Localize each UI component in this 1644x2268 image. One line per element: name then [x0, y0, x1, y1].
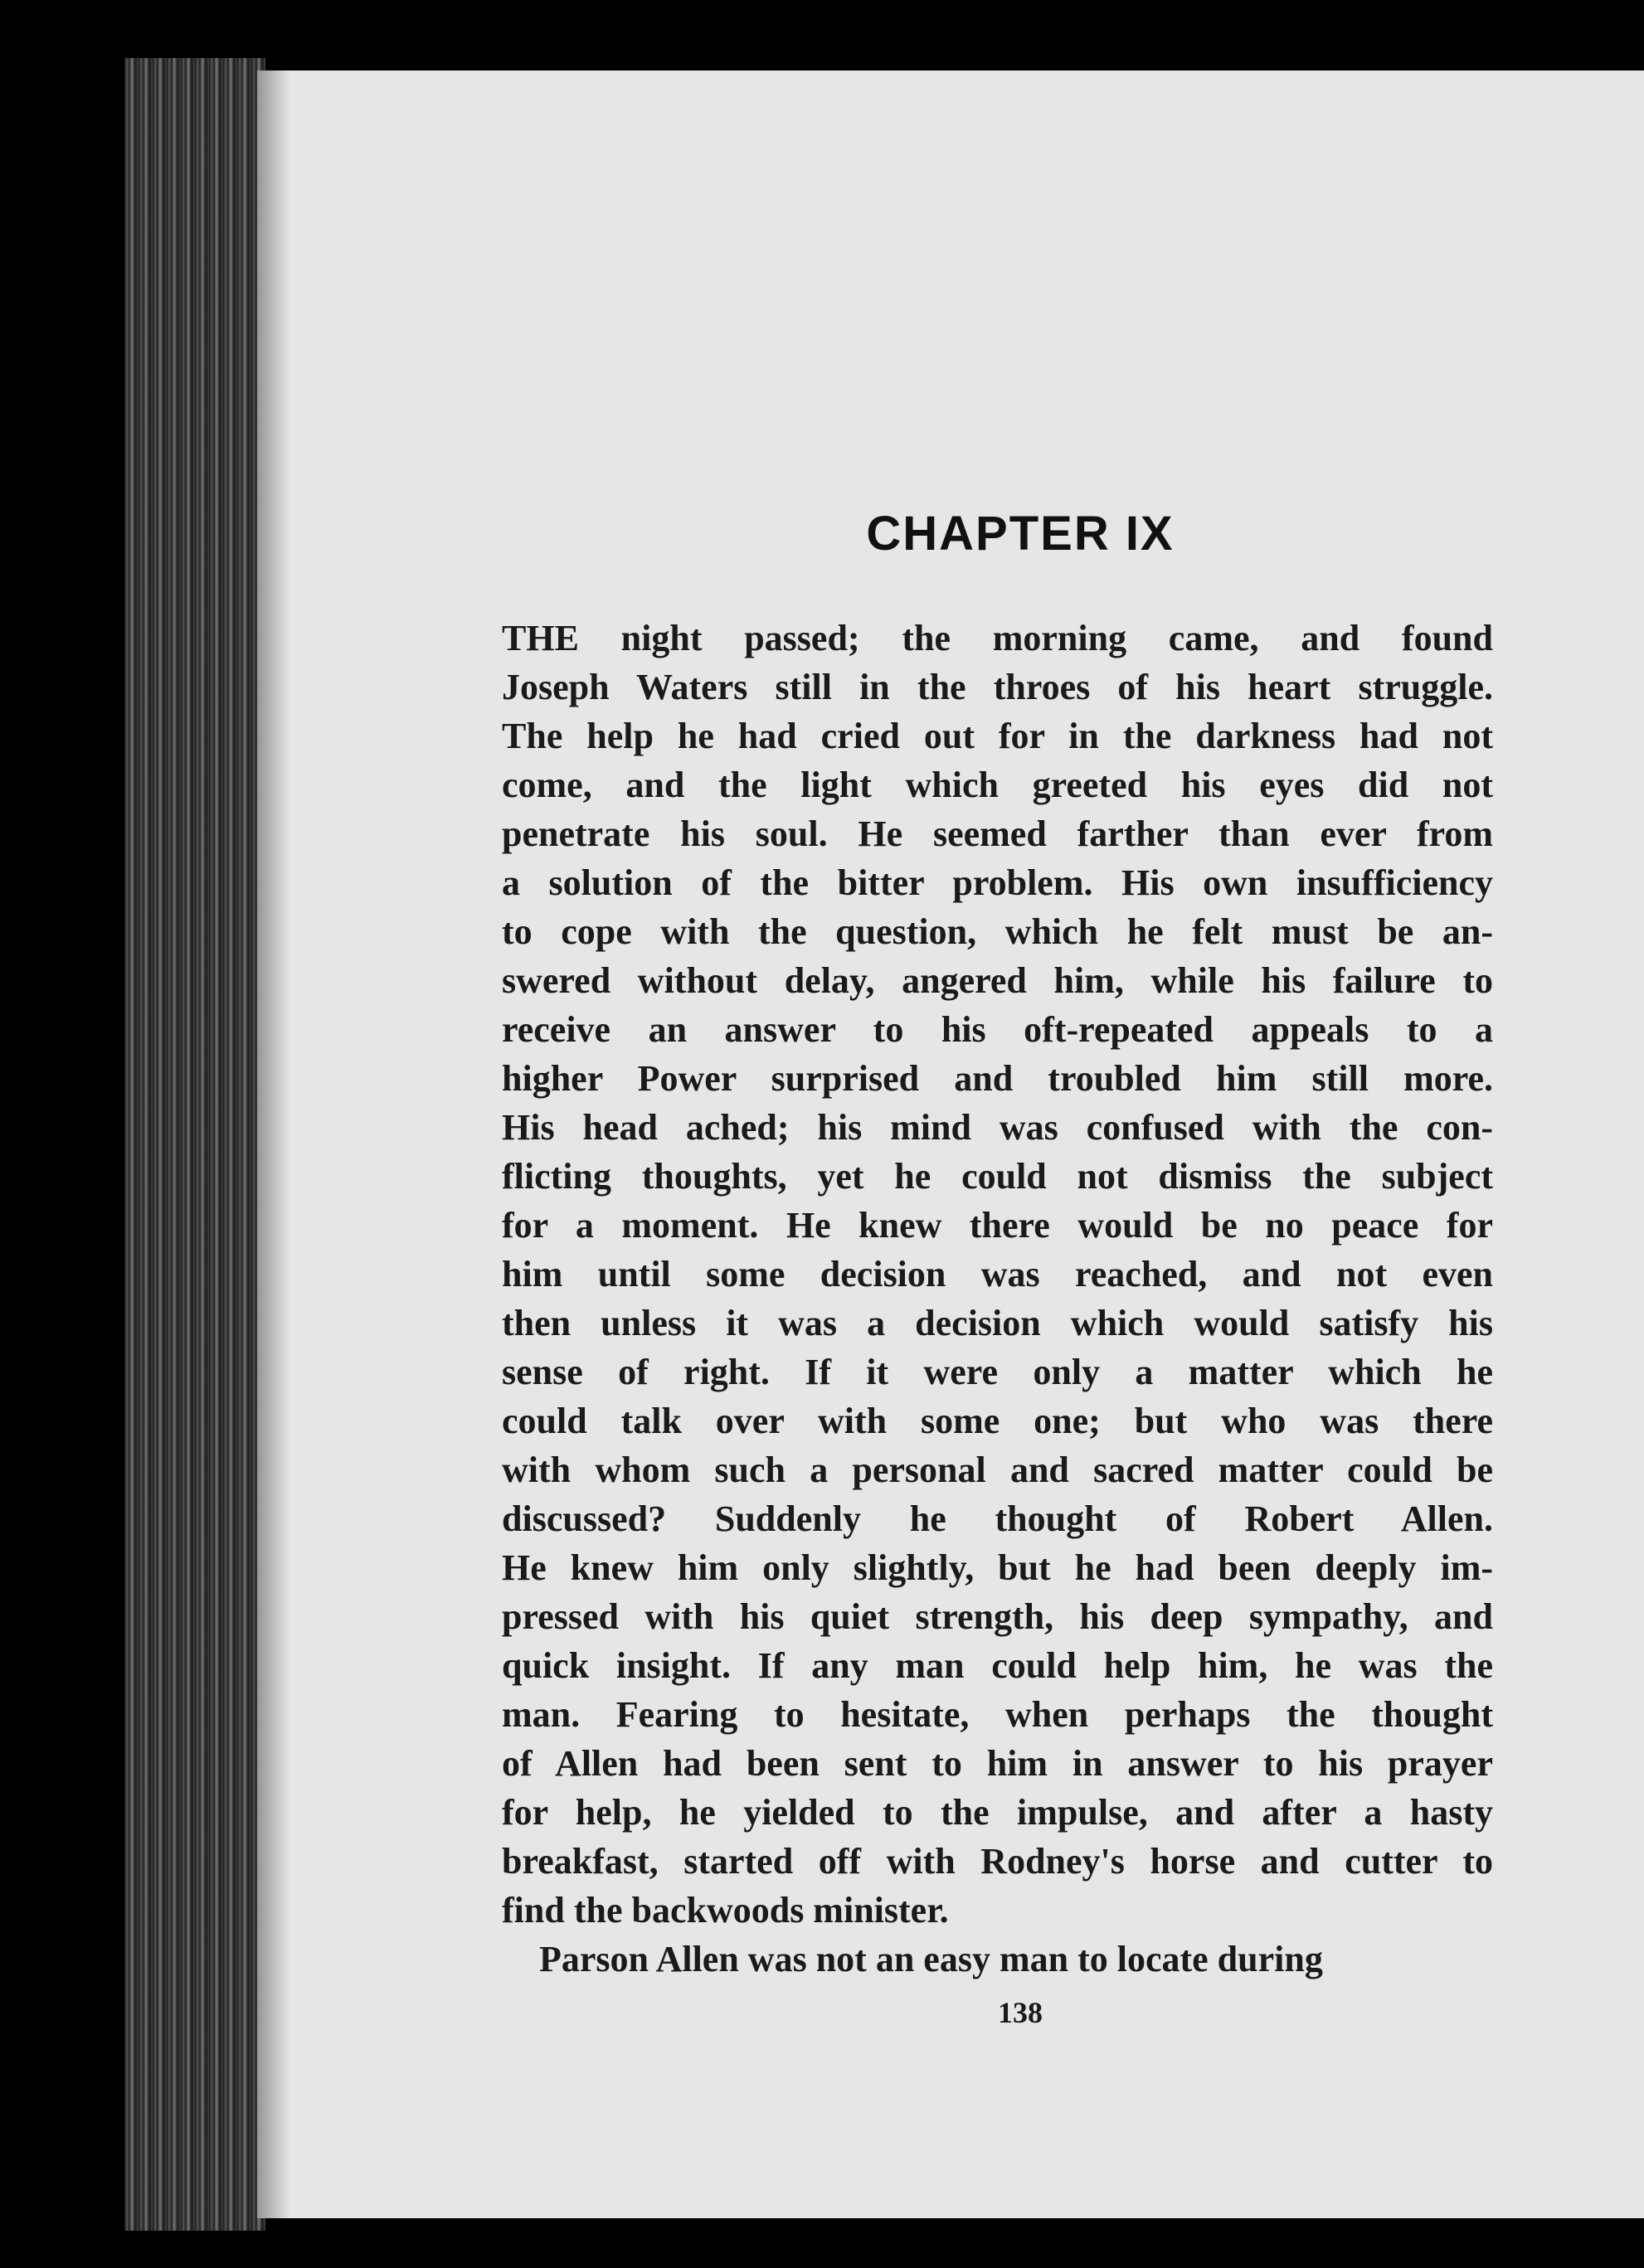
text-line: The help he had cried out for in the darkness had not	[502, 716, 1493, 756]
text-line: man. Fearing to hesitate, when perhaps the thought	[502, 1694, 1493, 1735]
gutter-shadow	[257, 70, 290, 2218]
chapter-heading: CHAPTER IX	[866, 507, 1175, 561]
text-line: higher Power surprised and troubled him still more.	[502, 1058, 1493, 1099]
text-line: him until some decision was reached, and not even	[502, 1254, 1493, 1294]
text-line: His head ached; his mind was confused with the con-	[502, 1107, 1493, 1148]
text-line: to cope with the question, which he felt must be an-	[502, 911, 1493, 952]
text-line: find the backwoods minister.	[502, 1890, 949, 1930]
text-line: pressed with his quiet strength, his deep sympathy, and	[502, 1596, 1493, 1637]
text-line: for a moment. He knew there would be no peace for	[502, 1205, 1493, 1246]
text-line: Parson Allen was not an easy man to locate during	[539, 1939, 1323, 1979]
body-text	[502, 614, 1493, 1984]
text-line: with whom such a personal and sacred matter could be	[502, 1450, 1493, 1490]
text-line: THE night passed; the morning came, and found	[502, 618, 1493, 658]
text-line: Joseph Waters still in the throes of his heart struggle.	[502, 667, 1493, 707]
text-line: flicting thoughts, yet he could not dismiss the subject	[502, 1156, 1493, 1197]
text-line: of Allen had been sent to him in answer to his prayer	[502, 1743, 1493, 1784]
text-line: breakfast, started off with Rodney's horse and cutter to	[502, 1841, 1493, 1882]
book-page-edges	[124, 58, 265, 2231]
text-line: come, and the light which greeted his eyes did not	[502, 765, 1493, 805]
text-line: quick insight. If any man could help him, he was the	[502, 1645, 1493, 1686]
text-line: penetrate his soul. He seemed farther than ever from	[502, 813, 1493, 854]
text-line: for help, he yielded to the impulse, and after a hasty	[502, 1792, 1493, 1833]
text-line: He knew him only slightly, but he had been deeply im-	[502, 1547, 1493, 1588]
text-line: discussed? Suddenly he thought of Robert Allen.	[502, 1498, 1493, 1539]
text-line: a solution of the bitter problem. His own insufficiency	[502, 862, 1493, 903]
page-number: 138	[998, 1996, 1043, 2029]
text-line: receive an answer to his oft-repeated appeals to a	[502, 1009, 1493, 1050]
text-line: swered without delay, angered him, while his failure to	[502, 960, 1493, 1001]
text-line: sense of right. If it were only a matter which he	[502, 1352, 1493, 1392]
text-line: then unless it was a decision which would satisfy his	[502, 1303, 1493, 1343]
text-line: could talk over with some one; but who was there	[502, 1401, 1493, 1441]
